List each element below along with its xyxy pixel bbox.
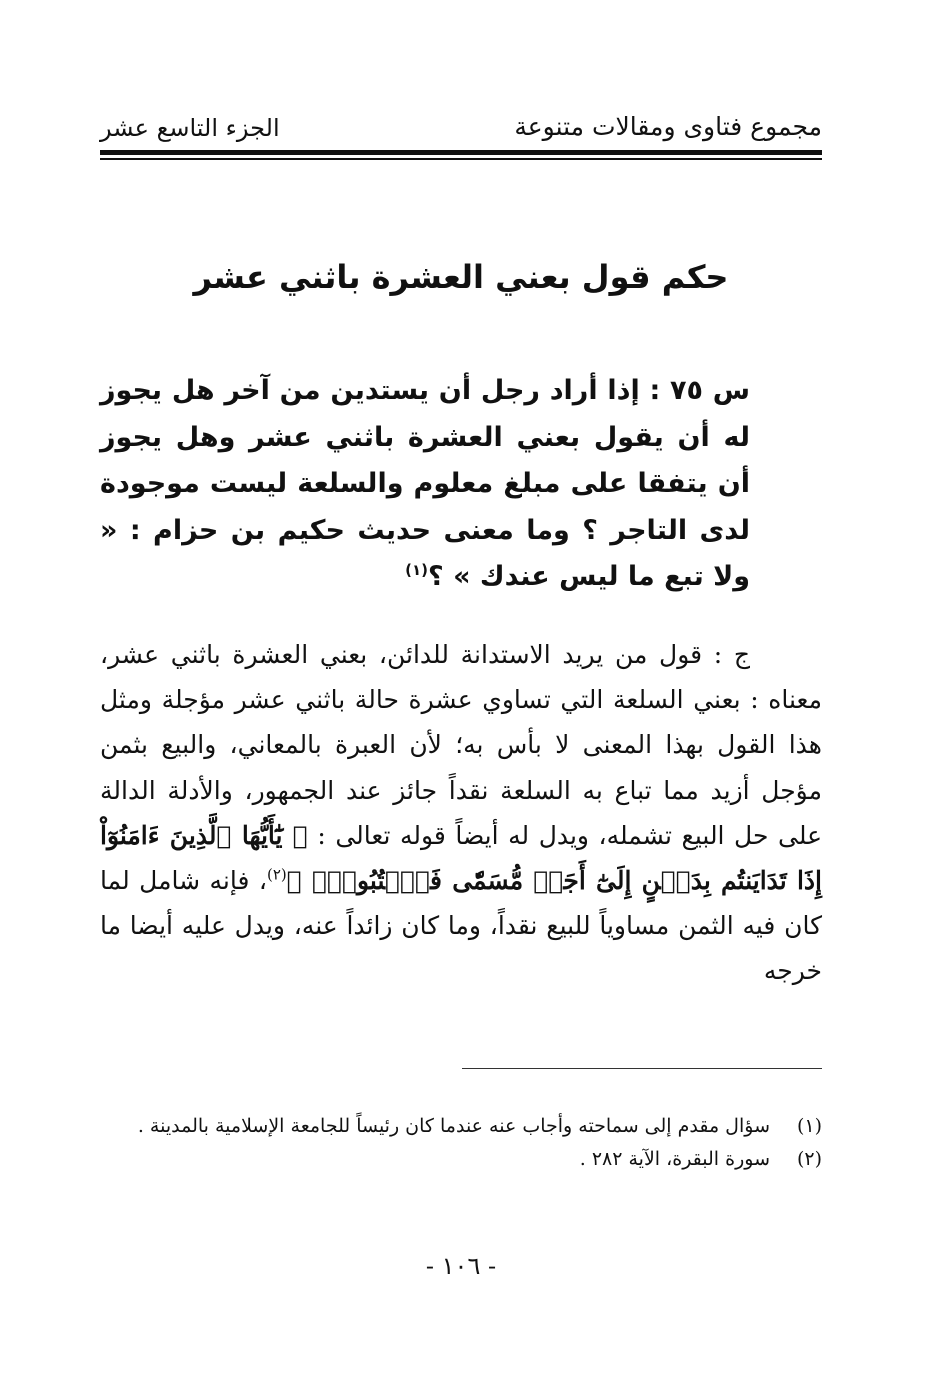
footnotes: [100, 1110, 822, 1176]
footnote-separator: [462, 1068, 822, 1069]
running-header: [100, 108, 822, 148]
quran-verse: ﴿ يَٰٓأَيُّهَا ٱلَّذِينَ ءَامَنُوٓاْ إِذَا تَدَايَنتُم بِدَيۡنٍ إِلَىٰٓ أَجَلٖ مُّسَمّٗى فَٱكۡتُبُوهُۚ ﴾: [100, 820, 822, 896]
footnote-text: سورة البقرة، الآية ٢٨٢ .: [579, 1148, 770, 1170]
book-title: مجموع فتاوى ومقالات متنوعة: [514, 112, 822, 141]
quran-footnote-ref: (٢): [267, 865, 287, 884]
footnote-item: [100, 1110, 822, 1143]
header-rule-thin: [100, 158, 822, 160]
fatwa-title: حكم قول بعني العشرة باثني عشر: [193, 258, 729, 296]
footnote-text: سؤال مقدم إلى سماحته وأجاب عنه عندما كان رئيساً للجامعة الإسلامية بالمدينة .: [137, 1115, 770, 1137]
answer-text-part2: ، فإنه شامل لما كان فيه الثمن مساوياً للبيع نقداً، وما كان زائداً عنه، ويدل عليه أيضا ما خرجه: [100, 866, 822, 986]
footnote-number: (١): [796, 1115, 822, 1137]
volume-label: الجزء التاسع عشر: [100, 114, 280, 142]
question-footnote-ref: (١): [405, 561, 429, 579]
footnote-item: [100, 1143, 822, 1176]
question-text: س ٧٥ : إذا أراد رجل أن يستدين من آخر هل يجوز له أن يقول بعني العشرة باثني عشر وهل يجوز أن يتفقا على مبلغ معلوم والسلعة ليست موجودة لدى التاجر ؟ وما معنى حديث حكيم بن حزام : « ولا تبع ما ليس عندك » ؟: [100, 375, 750, 592]
header-rule-thick: [100, 150, 822, 155]
answer-text-part1: ج : قول من يريد الاستدانة للدائن، بعني العشرة باثني عشر، معناه : بعني السلعة التي تساوي عشرة حالة باثني عشر مؤجلة ومثل هذا القول بهذا المعنى لا بأس به؛ لأن العبرة بالمعاني، والبيع بثمن مؤجل أزيد مما تباع به السلعة نقداً جائز عند الجمهور، والأدلة الدالة على حل البيع تشمله، ويدل له أيضاً قوله تعالى :: [100, 640, 823, 850]
footnote-number: (٢): [796, 1148, 822, 1170]
question-paragraph: [100, 368, 750, 601]
answer-paragraph: [100, 632, 822, 994]
page-number: - ١٠٦ -: [425, 1252, 497, 1280]
